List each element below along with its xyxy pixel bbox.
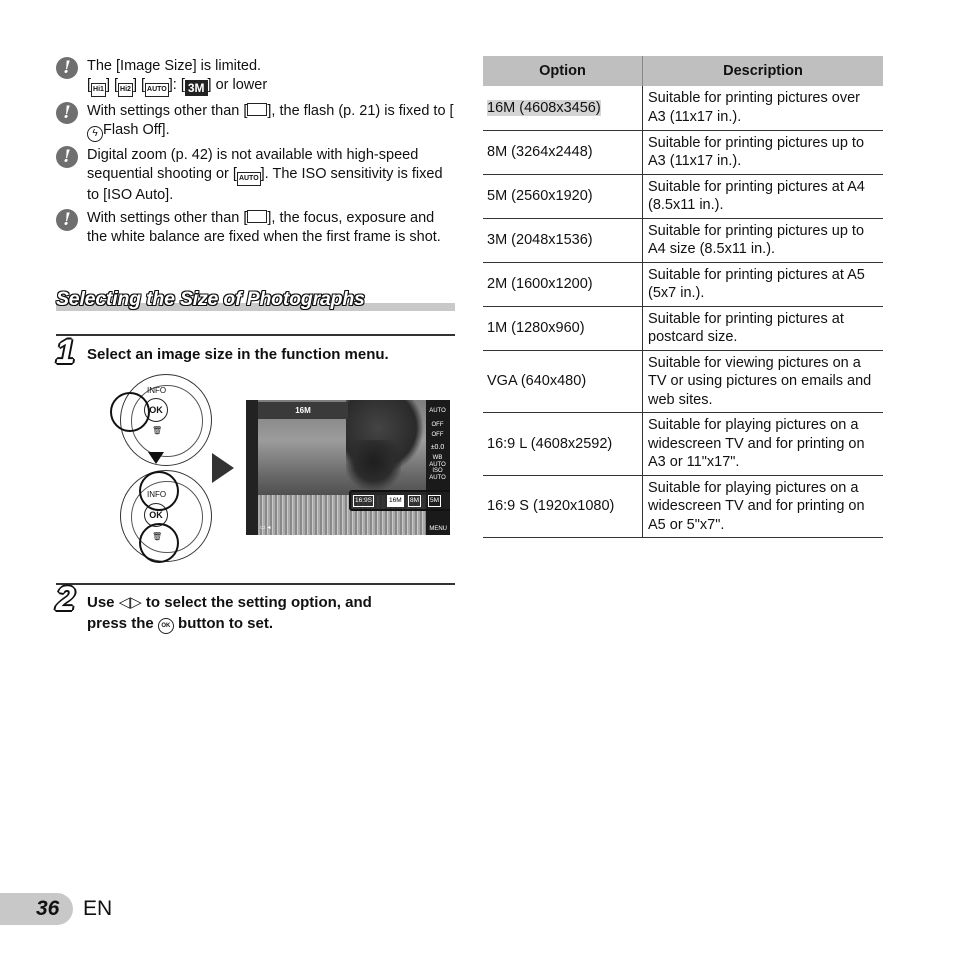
option-169s: 16:9S — [353, 495, 374, 507]
single-shot-icon — [247, 210, 267, 223]
option-16m: 16M — [387, 495, 404, 507]
table-row — [483, 306, 883, 350]
description-cell: Suitable for printing pictures at A5 (5x7 in.). — [643, 262, 884, 306]
exposure-value: ±0.0 — [430, 444, 445, 451]
page-language: EN — [83, 897, 113, 920]
option-cell: 16:9 S (1920x1080) — [483, 475, 643, 538]
caution-icon: ! — [56, 146, 78, 168]
divider — [56, 583, 455, 585]
info-label: INFO — [147, 490, 167, 499]
auto-burst-icon: AUTO — [237, 172, 261, 186]
caution-icon: ! — [56, 102, 78, 124]
option-cell: 16M (4608x3456) — [487, 99, 601, 116]
right-arrow-icon — [212, 453, 234, 483]
step-text-part: to select the setting option, and — [141, 594, 372, 611]
description-cell: Suitable for printing pictures at postcard size. — [643, 306, 884, 350]
note-text: The [Image Size] is limited. — [87, 58, 262, 74]
hi1-icon: Hi1 — [91, 83, 106, 97]
description-cell: Suitable for playing pictures on a widescreen TV and for printing on A5 or 5"x7". — [643, 475, 884, 538]
option-cell: 2M (1600x1200) — [483, 262, 643, 306]
description-cell: Suitable for printing pictures over A3 (11x17 in.). — [643, 86, 884, 130]
step-text-part: press the — [87, 615, 158, 632]
step-text — [87, 592, 372, 634]
note-text: Digital zoom (p. 42) is not available with high-speed sequential shooting or [ — [87, 147, 419, 182]
table-row — [483, 86, 883, 130]
flash-off-icon: ϟ — [87, 126, 103, 142]
option-5m: 5M — [428, 495, 441, 507]
screen-sidebar — [426, 400, 450, 535]
section-title: Selecting the Size of Photographs — [56, 288, 365, 310]
table-row — [483, 350, 883, 413]
step-number: 2 — [56, 580, 75, 618]
table-row — [483, 262, 883, 306]
trash-icon: 🗑 — [152, 426, 163, 435]
option-cell: VGA (640x480) — [483, 350, 643, 413]
table-row — [483, 130, 883, 174]
description-cell: Suitable for printing pictures up to A3 (11x17 in.). — [643, 130, 884, 174]
flash-auto-icon: AUTO — [429, 408, 446, 414]
up-key-highlight — [139, 471, 179, 511]
image-size-badge: 3M — [185, 80, 208, 96]
left-key-highlight — [110, 392, 150, 432]
description-cell: Suitable for viewing pictures on a TV or using pictures on emails and web sites. — [643, 350, 884, 413]
wb-auto-icon: WB AUTO — [429, 455, 446, 468]
step-number: 1 — [56, 333, 75, 371]
option-8m: 8M — [408, 495, 421, 507]
step-text-part: button to set. — [173, 615, 274, 632]
caution-icon: ! — [56, 57, 78, 79]
note-text: ]. The ISO sensitivity is fixed to [ISO Auto]. — [87, 165, 443, 203]
note-text: Flash Off]. — [103, 121, 170, 138]
macro-off-icon: OFF — [431, 422, 444, 428]
divider — [56, 334, 455, 336]
camera-screen — [246, 400, 450, 535]
screen-top-label: 16M — [258, 402, 348, 419]
trash-icon: 🗑 — [152, 532, 163, 541]
option-cell: 5M (2560x1920) — [483, 174, 643, 218]
dial-bottom — [110, 468, 210, 568]
menu-label: MENU — [429, 526, 447, 532]
description-cell: Suitable for playing pictures on a widescreen TV and for printing on A3 or 11"x17". — [643, 413, 884, 476]
header-option: Option — [483, 56, 643, 86]
iso-auto-icon: ISO AUTO — [429, 468, 446, 481]
table-row — [483, 218, 883, 262]
hi2-icon: Hi2 — [118, 83, 133, 97]
info-label: INFO — [147, 386, 167, 395]
table-row — [483, 413, 883, 476]
ok-button: OK — [144, 503, 168, 527]
down-key-highlight — [139, 523, 179, 563]
auto-burst-icon: AUTO — [145, 83, 169, 97]
image-size-options — [349, 490, 450, 511]
table-row — [483, 174, 883, 218]
table-row — [483, 475, 883, 538]
note-text: ], the focus, exposure and the white balance are fixed when the first frame is shot. — [87, 210, 441, 245]
option-cell: 1M (1280x960) — [483, 306, 643, 350]
note-text: With settings other than [ — [87, 103, 248, 119]
ok-button: OK — [144, 398, 168, 422]
step-text: Select an image size in the function menu. — [87, 346, 389, 363]
note-text: ], the flash (p. 21) is fixed to [ — [267, 103, 454, 119]
step-text-part: Use — [87, 594, 119, 611]
self-timer-off-icon: OFF — [431, 432, 444, 438]
image-size-table — [483, 56, 883, 538]
option-cell: 8M (3264x2448) — [483, 130, 643, 174]
option-cell: 16:9 L (4608x2592) — [483, 413, 643, 476]
quality-icon: ▭ ◂ — [260, 525, 271, 531]
header-description: Description — [643, 56, 884, 86]
description-cell: Suitable for printing pictures up to A4 size (8.5x11 in.). — [643, 218, 884, 262]
dial-top — [110, 364, 210, 464]
screen-photo-person — [346, 440, 401, 495]
page-number: 36 — [36, 897, 60, 920]
ok-button-icon: OK — [158, 618, 174, 634]
caution-icon: ! — [56, 209, 78, 231]
down-arrow-icon — [148, 452, 164, 464]
note-text: ] or lower — [207, 76, 268, 93]
left-right-arrows-icon: ◁▷ — [118, 594, 142, 611]
option-cell: 3M (2048x1536) — [483, 218, 643, 262]
description-cell: Suitable for printing pictures at A4 (8.5x11 in.). — [643, 174, 884, 218]
note-text: With settings other than [ — [87, 210, 248, 226]
single-shot-icon — [247, 103, 267, 116]
